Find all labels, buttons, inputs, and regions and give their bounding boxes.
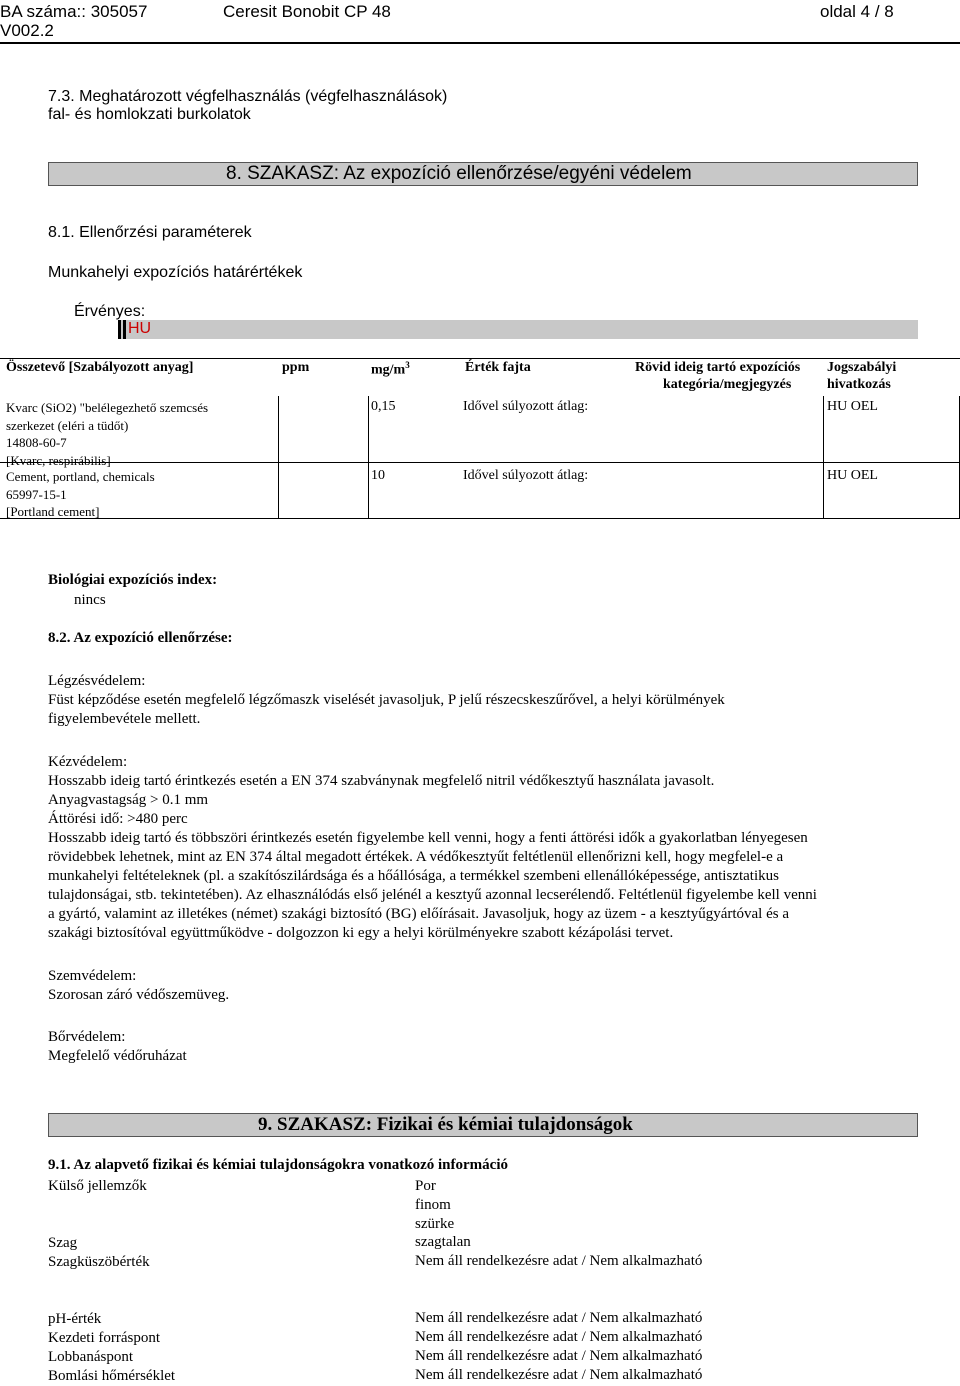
table-row	[6, 468, 155, 521]
hand-label: Kézvédelem:	[48, 754, 128, 770]
row1-component-2: szerkezet (eléri a tüdőt)	[6, 417, 129, 433]
th-short-term-1: Rövid ideig tartó expozíciós	[635, 360, 801, 375]
section-9-1-title: 9.1. Az alapvető fizikai és kémiai tulajdonságokra vonatkozó információ	[48, 1157, 508, 1173]
section-7-3-value: fal- és homlokzati burkolatok	[48, 106, 251, 123]
property-appearance-values	[415, 1177, 454, 1234]
hand-line-2: Anyagvastagság > 0.1 mm	[48, 792, 209, 808]
th-mgm3: $mg/m^3$	[371, 360, 410, 378]
property-decomposition-label: Bomlási hőmérséklet	[48, 1368, 176, 1384]
row1-component-1: Kvarc (SiO2) "belélegezhető szemcsés	[6, 400, 209, 415]
hand-line-6: munkahelyi feltételeknek (pl. a szakítószilárdsága és a hőállósága, a termékkel szembeni ellenállóképessége, antisztatikus	[48, 868, 779, 884]
appearance-value-1: Por	[415, 1178, 436, 1194]
th-legal-2: hivatkozás	[827, 377, 891, 392]
hand-line-7: tulajdonságai, stb. tekintetében). Az elhasználódás első jelénél a kesztyű azonnal lecserélendő. Feltétlenül figyelembe kell venni	[48, 887, 817, 903]
hand-line-5: rövidebbek lehetnek, mint az EN 374 által megadott értékek. A védőkesztyűt feltétlenül ellenőrizni kell, hogy megfelel-e a	[48, 849, 784, 865]
valid-label: Érvényes:	[74, 303, 146, 320]
row1-component-4: [Kvarc, respirábilis]	[6, 452, 111, 468]
property-boiling-value: Nem áll rendelkezésre adat / Nem alkalmazható	[415, 1329, 703, 1345]
property-flash-value: Nem áll rendelkezésre adat / Nem alkalmazható	[415, 1348, 703, 1364]
header-rule	[0, 42, 960, 44]
product-name: Ceresit Bonobit CP 48	[223, 2, 391, 21]
hand-line-4: Hosszabb ideig tartó és többszöri érintkezés esetén figyelembe kell venni, hogy a fenti áttörési idők a gyakorlatban lényegesen	[48, 830, 808, 846]
eye-label: Szemvédelem:	[48, 968, 137, 984]
skin-label: Bőrvédelem:	[48, 1029, 126, 1045]
version: V002.2	[0, 21, 54, 40]
bio-index-label: Biológiai expozíciós index:	[48, 572, 218, 588]
property-odor-label: Szag	[48, 1235, 78, 1251]
property-odor-threshold-label: Szagküszöbérték	[48, 1254, 150, 1270]
th-short-term-2: kategória/megjegyzés	[663, 377, 792, 392]
appearance-value-2: finom	[415, 1197, 451, 1213]
hand-line-9: szakági biztosítóval együttműködve - dolgozzon ki egy a helyi körülményekre szabott kézápolási tervet.	[48, 925, 674, 941]
section-8-title: 8. SZAKASZ: Az expozíció ellenőrzése/egyéni védelem	[226, 163, 692, 184]
th-component: Összetevő [Szabályozott anyag]	[6, 360, 194, 375]
property-odor-value: szagtalan	[415, 1234, 471, 1250]
row1-type: Idővel súlyozott átlag:	[463, 399, 589, 414]
section-8-2-title: 8.2. Az expozíció ellenőrzése:	[48, 630, 233, 646]
hand-line-1: Hosszabb ideig tartó érintkezés esetén a EN 374 szabványnak megfelelő nitril védőkesztyű használata javasolt.	[48, 773, 715, 789]
appearance-value-3: szürke	[415, 1216, 455, 1232]
property-odor-threshold-value: Nem áll rendelkezésre adat / Nem alkalmazható	[415, 1253, 703, 1269]
row1-mgm3: 0,15	[371, 399, 396, 414]
section-8-1-title: 8.1. Ellenőrzési paraméterek	[48, 224, 252, 241]
country-marker-1	[118, 320, 121, 339]
document-number: BA száma:: 305057	[0, 2, 148, 21]
hand-line-8: a gyártó, valamint az illetékes (német) szakági biztosító (BG) előírásait. Javasoljuk, hogy az üzem - a kesztyűgyártóval és a	[48, 906, 789, 922]
property-boiling-label: Kezdeti forráspont	[48, 1330, 161, 1346]
hand-protection	[48, 753, 817, 943]
page-number: oldal 4 / 8	[820, 2, 894, 21]
table-top-rule	[0, 358, 960, 359]
th-ppm: ppm	[282, 360, 310, 375]
th-legal-1: Jogszabályi	[827, 360, 897, 375]
row1-legal: HU OEL	[827, 399, 878, 414]
row2-component-2: 65997-15-1	[6, 486, 67, 502]
col-divider-2	[368, 396, 369, 518]
respiratory-label: Légzésvédelem:	[48, 673, 146, 689]
property-appearance-label: Külső jellemzők	[48, 1178, 147, 1194]
row1-component-3: 14808-60-7	[6, 435, 67, 450]
skin-value: Megfelelő védőruházat	[48, 1048, 187, 1064]
table-row	[6, 399, 208, 469]
valid-country: HU	[128, 320, 152, 337]
eye-value: Szorosan záró védőszemüveg.	[48, 987, 230, 1003]
col-divider-1	[278, 396, 279, 518]
th-value-type: Érték fajta	[465, 360, 531, 375]
col-divider-3	[823, 396, 824, 518]
row2-legal: HU OEL	[827, 468, 878, 483]
bio-index-value: nincs	[74, 592, 106, 608]
skin-protection	[48, 1028, 187, 1066]
property-decomposition-value: Nem áll rendelkezésre adat / Nem alkalmazható	[415, 1367, 703, 1383]
limits-title: Munkahelyi expozíciós határértékek	[48, 264, 303, 281]
property-flash-label: Lobbanáspont	[48, 1349, 133, 1365]
row2-component-1: Cement, portland, chemicals	[6, 469, 155, 484]
country-marker-2	[123, 320, 126, 339]
respiratory-protection	[48, 672, 725, 729]
respiratory-line-2: figyelembevétele mellett.	[48, 711, 201, 727]
row2-component-3: [Portland cement]	[6, 504, 100, 519]
row2-mgm3: 10	[371, 468, 385, 483]
section-7-3-title: 7.3. Meghatározott végfelhasználás (végfelhasználások)	[48, 88, 448, 105]
hand-line-3: Áttörési idő: >480 perc	[48, 811, 188, 827]
respiratory-line-1: Füst képződése esetén megfelelő légzőmaszk viselését javasoljuk, P jelű részecskeszűrővel, a helyi körülmények	[48, 692, 725, 708]
eye-protection	[48, 967, 229, 1005]
section-9-title: 9. SZAKASZ: Fizikai és kémiai tulajdonságok	[258, 1114, 633, 1135]
property-ph-value: Nem áll rendelkezésre adat / Nem alkalmazható	[415, 1310, 703, 1326]
property-ph-label: pH-érték	[48, 1311, 102, 1327]
row2-type: Idővel súlyozott átlag:	[463, 468, 589, 483]
valid-country-bar	[118, 320, 918, 339]
